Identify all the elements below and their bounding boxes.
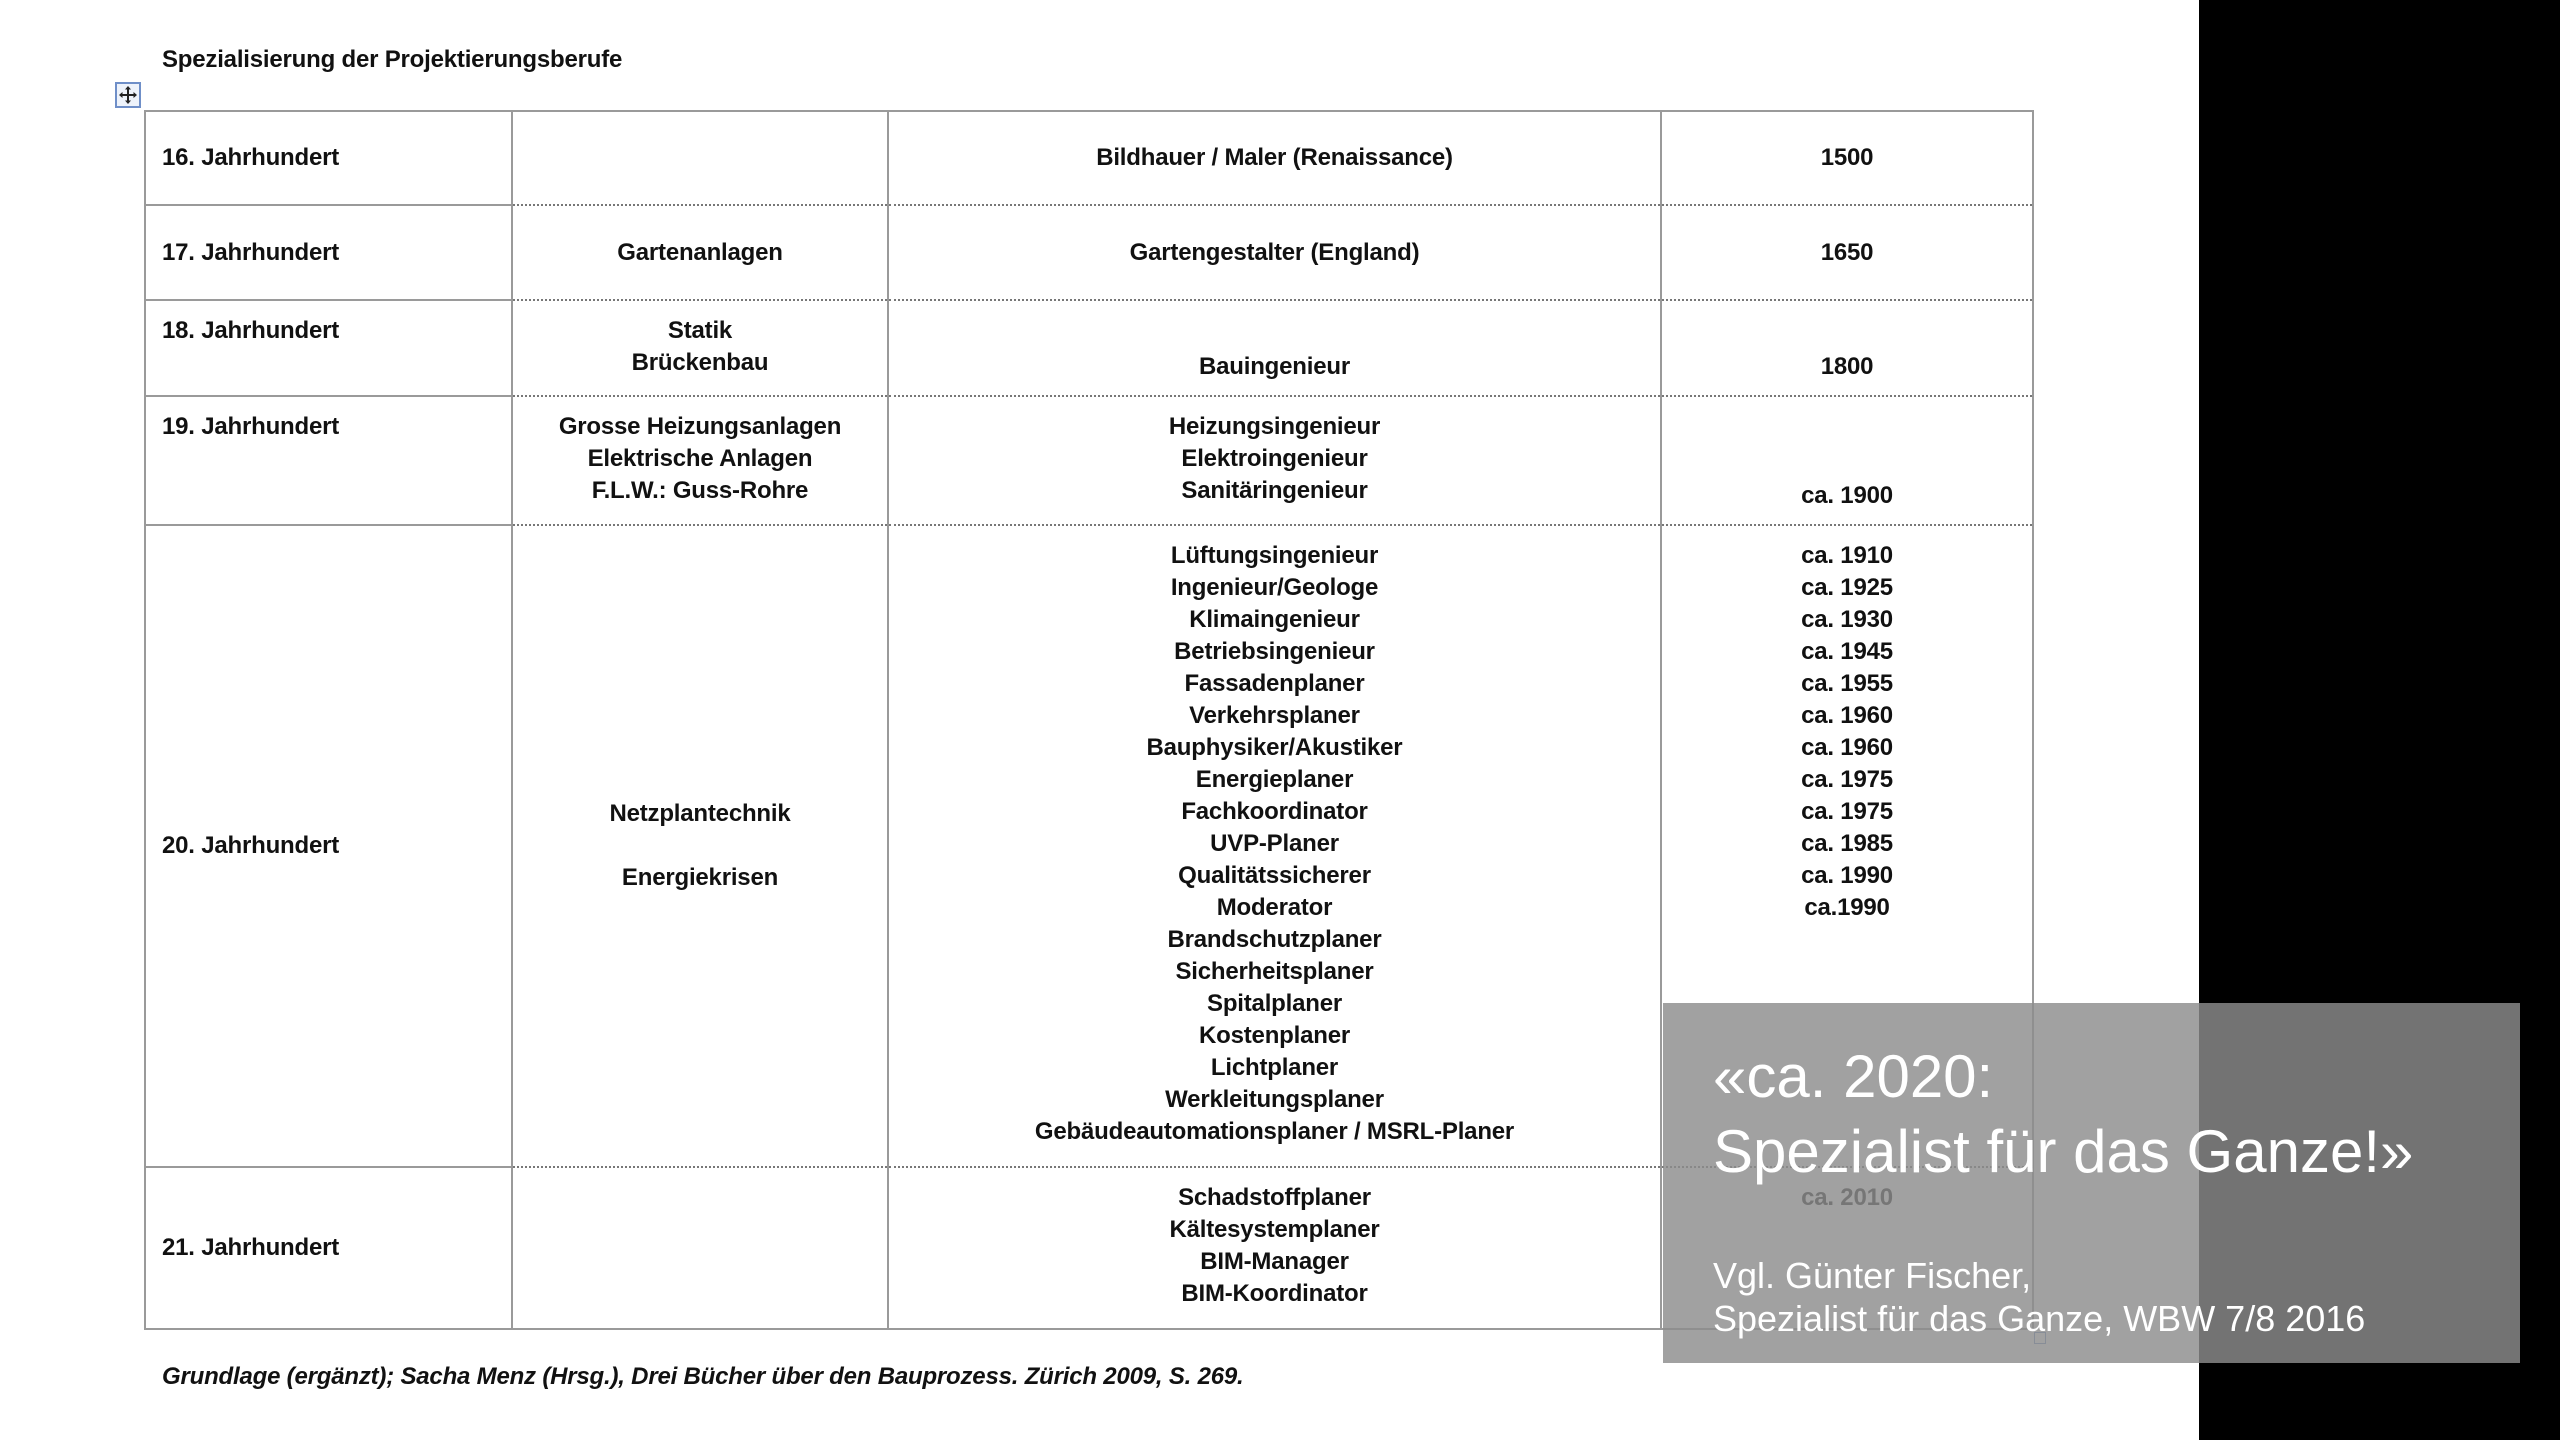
source-footnote: Grundlage (ergänzt); Sacha Menz (Hrsg.), Drei Bücher über den Bauprozess. Zürich 2009, S. 269. xyxy=(162,1363,1244,1390)
profession-item: Qualitätssicherer xyxy=(1178,862,1371,889)
table-row xyxy=(145,205,2033,300)
table-row xyxy=(145,396,2033,525)
year-cell xyxy=(1661,205,2033,300)
year-item: ca. 1975 xyxy=(1801,766,1893,793)
topic-cell xyxy=(512,111,888,205)
century-cell xyxy=(145,525,512,1167)
topic-item: Elektrische Anlagen xyxy=(587,445,813,472)
topic-item: Gartenanlagen xyxy=(617,238,783,266)
profession-item: Schadstoffplaner xyxy=(1178,1184,1371,1211)
profession-item: Bauphysiker/Akustiker xyxy=(1146,734,1403,761)
century-label: 20. Jahrhundert xyxy=(162,832,340,859)
document-title: Spezialisierung der Projektierungsberufe xyxy=(162,46,623,73)
four-arrows-move-icon xyxy=(118,85,138,105)
century-cell xyxy=(145,300,512,396)
topic-cell xyxy=(512,396,888,525)
year-cell xyxy=(1661,111,2033,205)
year-item: ca. 1960 xyxy=(1801,734,1893,761)
profession-item: Kostenplaner xyxy=(1199,1022,1350,1049)
profession-item: Fassadenplaner xyxy=(1184,670,1365,697)
profession-item: BIM-Manager xyxy=(1200,1248,1349,1275)
profession-item: Energieplaner xyxy=(1195,766,1354,793)
century-cell xyxy=(145,396,512,525)
year-cell xyxy=(1661,300,2033,396)
year-item: ca. 1990 xyxy=(1801,862,1893,889)
quote-line: Spezialist für das Ganze!» xyxy=(1713,1118,2414,1185)
year-item: ca. 1985 xyxy=(1801,830,1893,857)
profession-item: Betriebsingenieur xyxy=(1174,638,1375,665)
profession-item: Sanitäringenieur xyxy=(1181,477,1368,504)
profession-item: Lichtplaner xyxy=(1210,1054,1339,1081)
table-move-handle[interactable] xyxy=(115,82,141,108)
profession-item: Elektroingenieur xyxy=(1181,445,1368,472)
profession-item: Gebäudeautomationsplaner / MSRL-Planer xyxy=(1034,1118,1515,1145)
year-item: 1650 xyxy=(1820,238,1874,266)
year-item: ca. 1925 xyxy=(1801,574,1893,601)
quote-source-line: Vgl. Günter Fischer, xyxy=(1713,1255,2032,1296)
profession-item: UVP-Planer xyxy=(1210,830,1339,857)
year-item: ca. 1900 xyxy=(1801,482,1893,509)
century-label: 19. Jahrhundert xyxy=(162,413,340,440)
century-cell xyxy=(145,1167,512,1329)
year-item: ca. 1960 xyxy=(1801,702,1893,729)
profession-item: Moderator xyxy=(1216,894,1333,921)
table-row xyxy=(145,300,2033,396)
profession-item: Heizungsingenieur xyxy=(1168,413,1381,440)
quote-source xyxy=(1713,1254,2365,1340)
year-item: ca. 1930 xyxy=(1801,606,1893,633)
topic-item: Netzplantechnik xyxy=(609,800,791,827)
topic-item: Statik xyxy=(667,317,733,344)
century-label: 16. Jahrhundert xyxy=(162,144,340,171)
profession-cell xyxy=(888,525,1661,1167)
profession-item: Sicherheitsplaner xyxy=(1175,958,1374,985)
quote-overlay xyxy=(1663,1003,2520,1363)
profession-cell xyxy=(888,300,1661,396)
quote-line: «ca. 2020: xyxy=(1713,1043,1994,1110)
quote-source-line: Spezialist für das Ganze, WBW 7/8 2016 xyxy=(1713,1298,2366,1339)
profession-item: Fachkoordinator xyxy=(1181,798,1368,825)
year-item: ca. 1955 xyxy=(1801,670,1893,697)
profession-item: Ingenieur/Geologe xyxy=(1170,574,1379,601)
topic-item: Brückenbau xyxy=(631,349,769,376)
topic-cell xyxy=(512,525,888,1167)
century-label: 17. Jahrhundert xyxy=(162,238,340,266)
year-item: ca. 1945 xyxy=(1801,638,1893,665)
profession-item: BIM-Koordinator xyxy=(1181,1280,1368,1307)
table-row xyxy=(145,111,2033,205)
topic-cell xyxy=(512,1167,888,1329)
year-item: ca. 1975 xyxy=(1801,798,1893,825)
year-item: ca.1990 xyxy=(1804,894,1890,921)
year-item: 1800 xyxy=(1820,353,1874,380)
profession-cell xyxy=(888,396,1661,525)
topic-cell xyxy=(512,205,888,300)
century-cell xyxy=(145,205,512,300)
quote-text xyxy=(1713,1039,2413,1189)
year-item: ca. 1910 xyxy=(1801,542,1893,569)
topic-cell xyxy=(512,300,888,396)
topic-item: Energiekrisen xyxy=(621,864,779,891)
profession-item: Werkleitungsplaner xyxy=(1165,1086,1384,1113)
profession-item: Bauingenieur xyxy=(1199,353,1350,380)
topic-item xyxy=(513,830,887,862)
profession-cell xyxy=(888,205,1661,300)
year-item: 1500 xyxy=(1820,144,1874,171)
century-label: 18. Jahrhundert xyxy=(162,317,340,344)
century-label: 21. Jahrhundert xyxy=(162,1234,340,1261)
profession-cell xyxy=(888,111,1661,205)
profession-item: Kältesystemplaner xyxy=(1169,1216,1380,1243)
profession-item: Klimaingenieur xyxy=(1189,606,1360,633)
profession-item: Gartengestalter (England) xyxy=(1129,238,1420,266)
profession-item: Brandschutzplaner xyxy=(1167,926,1382,953)
profession-item: Bildhauer / Maler (Renaissance) xyxy=(1096,144,1453,171)
year-cell xyxy=(1661,396,2033,525)
profession-item: Verkehrsplaner xyxy=(1189,702,1360,729)
century-cell xyxy=(145,111,512,205)
profession-cell xyxy=(888,1167,1661,1329)
profession-item: Lüftungsingenieur xyxy=(1170,542,1379,569)
topic-item: Grosse Heizungsanlagen xyxy=(558,413,842,440)
topic-item: F.L.W.: Guss-Rohre xyxy=(591,477,809,504)
profession-item: Spitalplaner xyxy=(1207,990,1342,1017)
